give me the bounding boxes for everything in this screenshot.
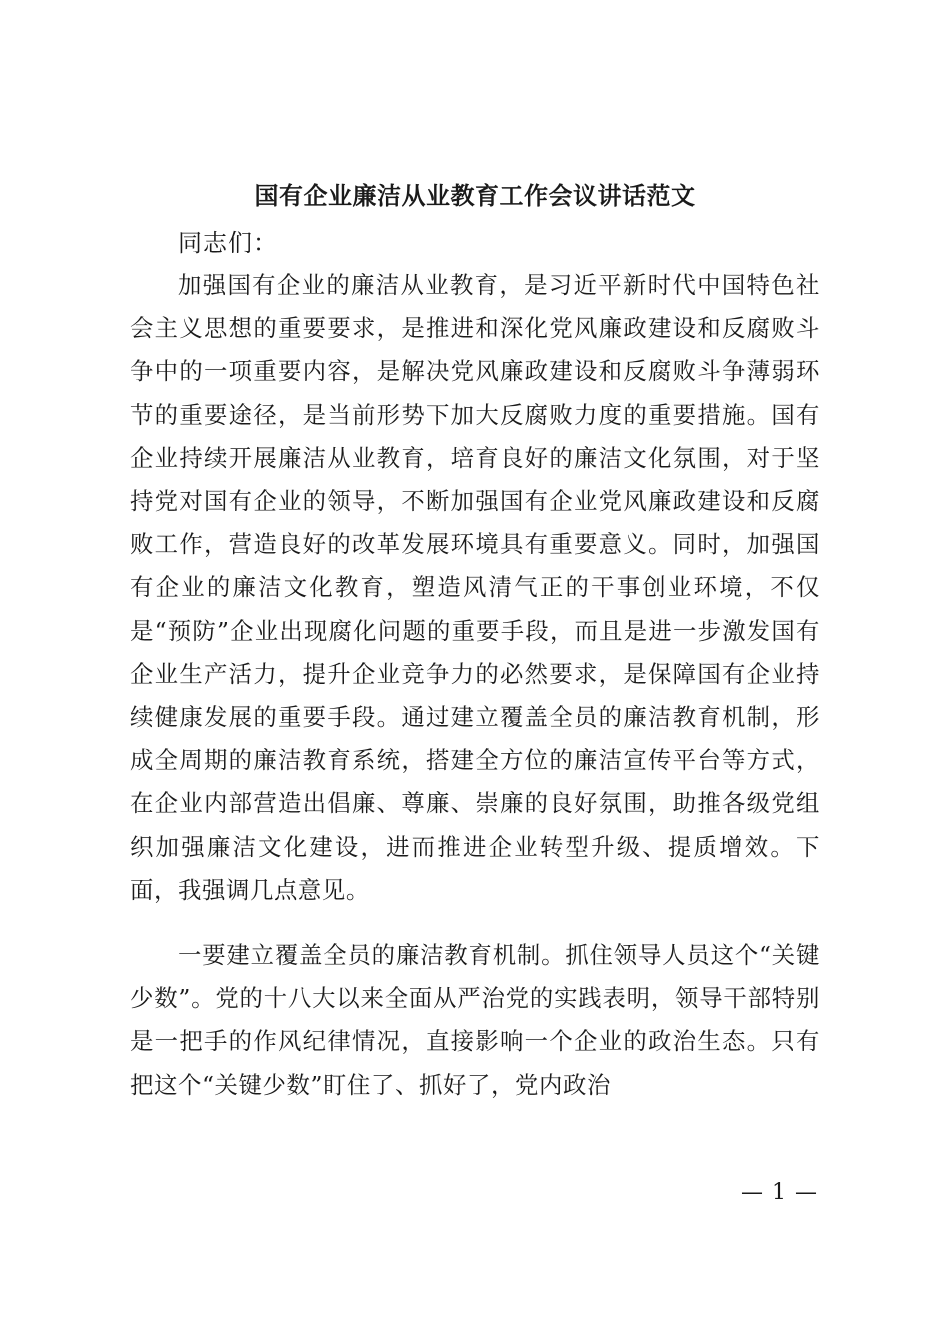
body-paragraph: 加强国有企业的廉洁从业教育，是习近平新时代中国特色社会主义思想的重要要求，是推进和深化党风廉政建设和反腐败斗争中的一项重要内容，是解决党风廉政建设和反腐败斗争薄弱环节的重要途径，是当前形势下加大反腐败力度的重要措施。国有企业持续开展廉洁从业教育，培育良好的廉洁文化氛围，对于坚持党对国有企业的领导，不断加强国有企业党风廉政建设和反腐败工作，营造良好的改革发展环境具有重要意义。同时，加强国有企业的廉洁文化教育，塑造风清气正的干事创业环境，不仅是“预防”企业出现腐化问题的重要手段，而且是进一步激发国有企业生产活力，提升企业竞争力的必然要求，是保障国有企业持续健康发展的重要手段。通过建立覆盖全员的廉洁教育机制，形成全周期的廉洁教育系统，搭建全方位的廉洁宣传平台等方式，在企业内部营造出倡廉、尊廉、崇廉的良好氛围，助推各级党组织加强廉洁文化建设，进而推进企业转型升级、提质增效。下面，我强调几点意见。 [130, 271, 820, 904]
greeting: 同志们： [178, 229, 278, 257]
document-title: 国有企业廉洁从业教育工作会议讲话范文 [254, 181, 696, 210]
body-paragraph: 一要建立覆盖全员的廉洁教育机制。抓住领导人员这个“关键少数”。党的十八大以来全面从严治党的实践表明，领导干部特别是一把手的作风纪律情况，直接影响一个企业的政治生态。只有把这个“关键少数”盯住了、抓好了，党内政治 [130, 941, 820, 1099]
page-number: — 1 — [741, 1180, 818, 1205]
